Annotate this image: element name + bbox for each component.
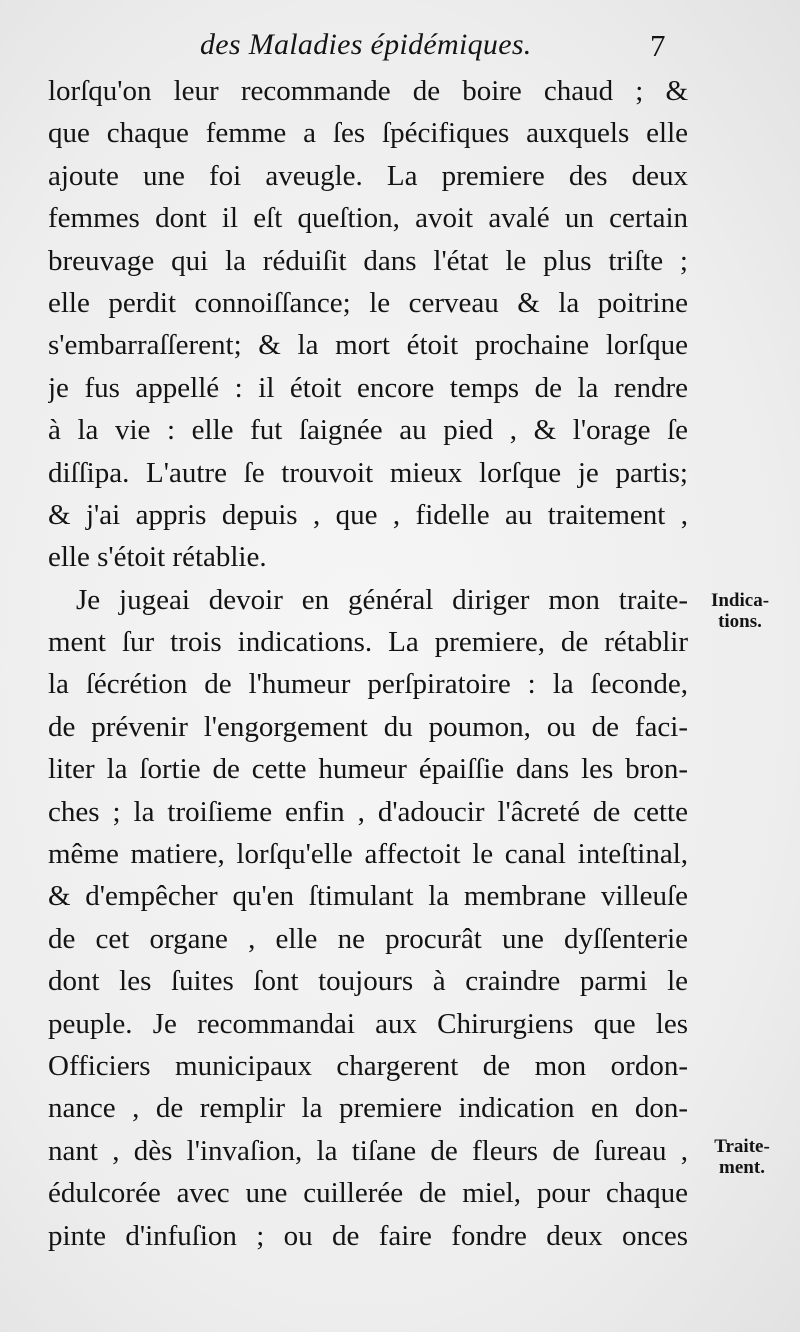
- text-line: édulcorée avec une cuillerée de miel, pour chaque: [48, 1177, 688, 1210]
- text-line: femmes dont il eſt queſtion, avoit avalé un certain: [48, 202, 688, 235]
- text-line: ajoute une foi aveugle. La premiere des deux: [48, 159, 688, 192]
- text-line: liter la ſortie de cette humeur épaiſſie dans les bron-: [48, 753, 688, 786]
- text-line: ches ; la troiſieme enfin , d'adoucir l'âcreté de cette: [48, 795, 688, 828]
- text-line: même matiere, lorſqu'elle affectoit le canal inteſtinal,: [48, 838, 688, 871]
- text-line: de cet organe , elle ne procurât une dyſſenterie: [48, 922, 688, 955]
- text-line: à la vie : elle fut ſaignée au pied , & l'orage ſe: [48, 414, 688, 447]
- text-line: breuvage qui la réduiſit dans l'état le plus triſte ;: [48, 244, 688, 277]
- margin-note-indications: [695, 590, 785, 632]
- text-line: de prévenir l'engorgement du poumon, ou de faci-: [48, 710, 688, 743]
- text-line: & d'empêcher qu'en ſtimulant la membrane villeuſe: [48, 880, 688, 913]
- text-line: Officiers municipaux chargerent de mon ordon-: [48, 1049, 688, 1082]
- text-line: nant , dès l'invaſion, la tiſane de fleurs de ſureau ,: [48, 1134, 688, 1167]
- text-line: Je jugeai devoir en général diriger mon traite-: [76, 583, 688, 616]
- text-line: pinte d'infuſion ; ou de faire fondre deux onces: [48, 1219, 688, 1252]
- text-line: peuple. Je recommandai aux Chirurgiens que les: [48, 1007, 688, 1040]
- body-text: [48, 70, 688, 1257]
- text-line: que chaque femme a ſes ſpécifiques auxquels elle: [48, 117, 688, 150]
- margin-note-line: ment.: [719, 1157, 765, 1178]
- running-head: des Maladies épidémiques.: [200, 28, 532, 61]
- text-line: dont les ſuites ſont toujours à craindre parmi le: [48, 965, 688, 998]
- text-line: & j'ai appris depuis , que , fidelle au traitement ,: [48, 498, 688, 531]
- text-line: je fus appellé : il étoit encore temps de la rendre: [48, 371, 688, 404]
- text-line: la ſécrétion de l'humeur perſpiratoire : la ſeconde,: [48, 668, 688, 701]
- margin-note-line: Indica-: [710, 590, 770, 611]
- margin-note-line: Traite-: [714, 1136, 770, 1157]
- text-line: ment ſur trois indications. La premiere, de rétablir: [48, 626, 688, 659]
- text-line: s'embarraſſerent; & la mort étoit prochaine lorſque: [48, 329, 688, 362]
- text-line: nance , de remplir la premiere indication en don-: [48, 1092, 688, 1125]
- margin-note-traitement: [697, 1136, 787, 1178]
- text-line: diſſipa. L'autre ſe trouvoit mieux lorſque je partis;: [48, 456, 688, 489]
- page-number: 7: [650, 28, 666, 63]
- margin-note-line: tions.: [718, 611, 762, 632]
- text-line: elle s'étoit rétablie.: [48, 541, 267, 574]
- text-line: lorſqu'on leur recommande de boire chaud ; &: [48, 75, 688, 107]
- text-line: elle perdit connoiſſance; le cerveau & la poitrine: [48, 286, 688, 319]
